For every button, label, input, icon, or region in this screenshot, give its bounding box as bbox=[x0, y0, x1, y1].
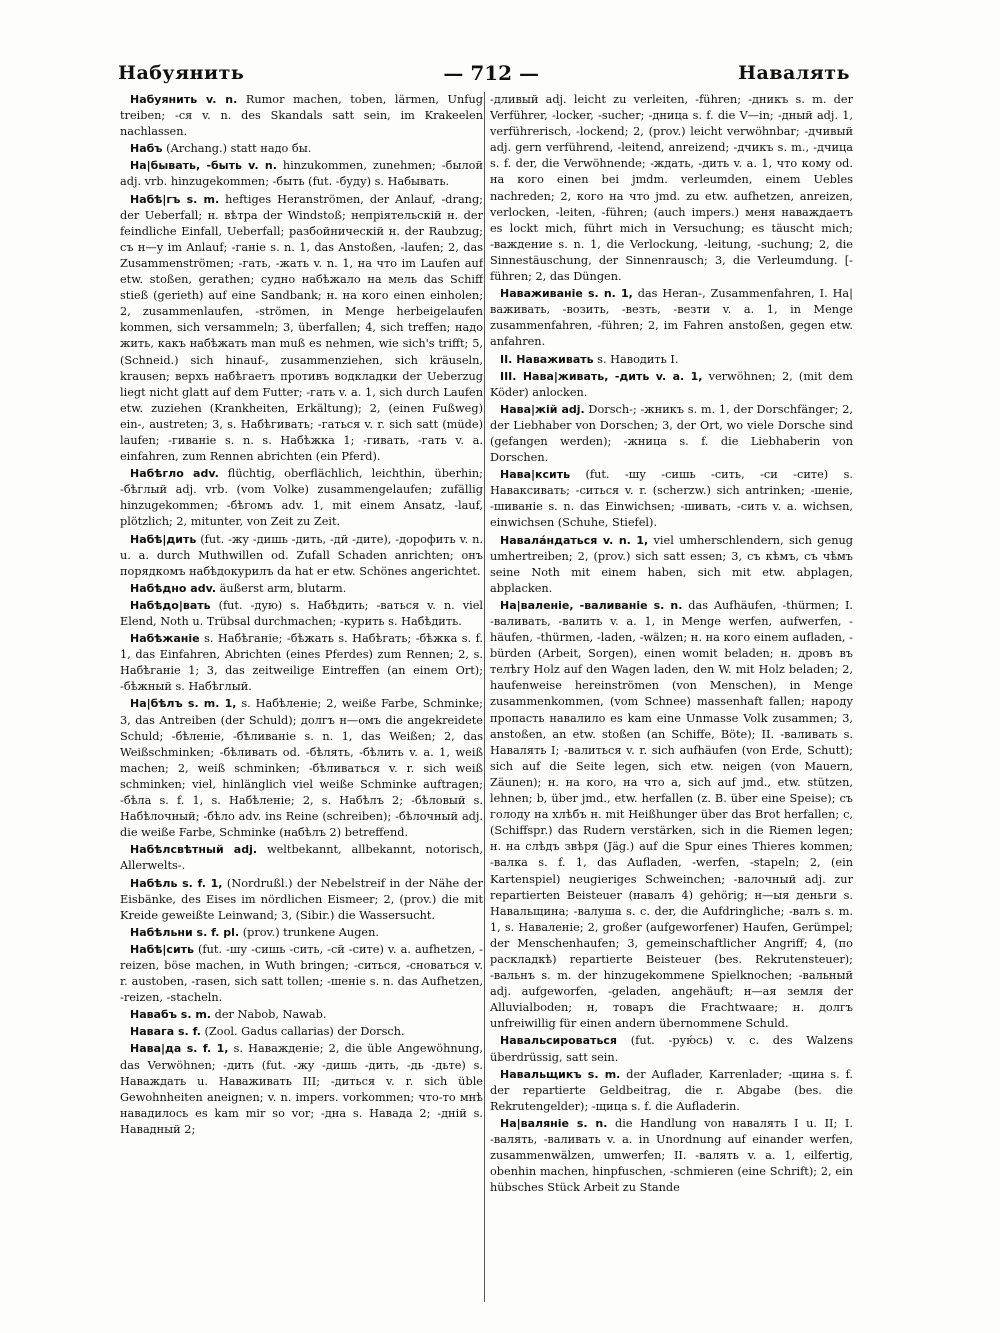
entry-headword: Набъ bbox=[130, 142, 163, 156]
entry-headword: Навага s. f. bbox=[130, 1025, 201, 1039]
entry-definition: der Nabob, Nawab. bbox=[211, 1008, 327, 1022]
entry-headword: Набѣжаніе bbox=[130, 632, 200, 646]
entry-definition: (Nordrußl.) der Nebelstreif in der Nähe der Eisbänke, des Eises im nördlichen Eismeer; 2, (prov.) die mit Kreide geweißte Leinwand; 3, (Sibir.) die Wassersucht. bbox=[120, 876, 483, 922]
entry-headword: Навабъ s. m. bbox=[130, 1008, 211, 1022]
page-header bbox=[118, 60, 850, 86]
entry-headword: Набѣль s. f. 1, bbox=[130, 876, 223, 890]
entry-definition: flüchtig, oberflächlich, leichthin, überhin; -бѣглый adj. vrb. (vom Volke) zusammengelaufen; zufällig hinzugekommen; -бѣгомъ adv. 1, mit einem Ansatz, -lauf, plötzlich; 2, mitunter, von Zeit zu Zeit. bbox=[120, 467, 483, 529]
entry-headword: III. Нава|живать, -дить v. a. 1, bbox=[500, 369, 703, 383]
entry-headword: Нава|ксить bbox=[500, 468, 571, 482]
dictionary-entry bbox=[490, 1033, 853, 1065]
column-divider bbox=[484, 92, 485, 1302]
dictionary-entry bbox=[490, 92, 853, 285]
entry-headword: На|валеніе, -валиваніе s. n. bbox=[500, 598, 683, 612]
page-number: — 712 — bbox=[443, 61, 540, 85]
header-left-catchword: Набуянить bbox=[118, 62, 245, 84]
entry-definition: weltbekannt, allbekannt, notorisch, Allerwelts-. bbox=[120, 843, 483, 873]
entry-definition: viel umherschlendern, sich genug umhertreiben; 2, (prov.) sich satt essen; 3, съ кѣмъ, съ чѣмъ seine Noth mit einem haben, sich mit etw. abplagen, abplacken. bbox=[490, 533, 853, 595]
entry-definition: äußerst arm, blutarm. bbox=[216, 581, 347, 595]
dictionary-entry bbox=[490, 598, 853, 1033]
dictionary-entry bbox=[120, 942, 483, 1006]
entry-definition: s. Набѣганіе; -бѣжать s. Набѣгать; -бѣжка s. f. 1, das Einfahren, Abrichten (eines Pferdes) zum Rennen; 2, s. Набѣганіе 1; 3, das zeitweilige Eintreffen (an einem Ort); -бѣжный s. Набѣглый. bbox=[120, 632, 483, 694]
entry-definition: s. Набѣленіе; 2, weiße Farbe, Schminke; 3, das Antreiben (der Schuld); долгъ н—омъ die angekreidete Schuld; -бѣленіе, -бѣливаніе s. n. 1, das Weißen; 2, das Weißschminken; -бѣливать od. -бѣлять, -бѣлить v. a. 1, weiß machen; 2, weiß schminken; -бѣливаться v. r. sich weiß schminken; viel, hinlänglich viel weiße Schminke auftragen; -бѣла s. f. 1, s. Набѣленіе; 2, s. Набѣлъ 2; -бѣловый s. Набѣлочный; -бѣло adv. ins Reine (schreiben); -бѣлочный adj. die weiße Farbe, Schminke (набѣлъ 2) betreffend. bbox=[120, 697, 483, 840]
entry-definition: (fut. -рую́сь) v. c. des Walzens überdrüssig, satt sein. bbox=[490, 1034, 853, 1064]
dictionary-entry bbox=[490, 1067, 853, 1115]
dictionary-entry bbox=[120, 1007, 483, 1023]
dictionary-entry bbox=[120, 141, 483, 157]
dictionary-entry bbox=[490, 352, 853, 368]
entry-definition: (Archang.) statt надо бы. bbox=[162, 142, 312, 156]
entry-headword: Нава|да s. f. 1, bbox=[130, 1042, 229, 1056]
entry-headword: II. Наваживать bbox=[500, 352, 594, 366]
entry-headword: Набѣлсвѣтный adj. bbox=[130, 843, 258, 857]
dictionary-entry bbox=[120, 1024, 483, 1040]
entry-headword: Навальщикъ s. m. bbox=[500, 1067, 621, 1081]
entry-headword: Набѣ|дить bbox=[130, 532, 197, 546]
entry-headword: Навальсироваться bbox=[500, 1034, 617, 1048]
dictionary-entry bbox=[120, 842, 483, 874]
dictionary-entry bbox=[490, 467, 853, 531]
dictionary-entry bbox=[490, 533, 853, 597]
entry-definition: (fut. -жу -дишь -дить, -дй -дите), -дорофить v. n. u. a. durch Muthwillen od. Zufall Schaden anrichten; онъ порядкомъ набѣдокурилъ da hat er etw. Schönes angerichtet. bbox=[120, 532, 483, 578]
dictionary-entry bbox=[490, 402, 853, 466]
entry-definition: (Zool. Gadus callarias) der Dorsch. bbox=[200, 1025, 405, 1039]
dictionary-entry bbox=[490, 369, 853, 401]
entry-definition: heftiges Heranströmen, der Anlauf, -drang; der Ueberfall; н. вѣтра der Windstoß; непріятельскій н. der feindliche Einfall, Ueberfall; разбойническій н. der Raubzug; съ н—у im Anlauf; -ганіе s. n. 1, das Anstoßen, -laufen; 2, das Zusammenströmen; -гать, -жать v. n. 1, на что im Laufen auf etw. stoßen, gerathen; судно набѣжало на мель das Schiff stieß (gerieth) auf eine Sandbank; н. на кого einen einholen; 2, zusammenlaufen, -strömen, in Menge herbeigelaufen kommen, sich versammeln; 3, überfallen; 4, sich treffen; надо жить, какъ набѣжать man muß es nehmen, wie sich's trifft; 5, (Schneid.) sich hinauf-, zusammenziehen, sich kräuseln, krausen; верхъ набѣгаетъ противъ водкладки der Ueberzug liegt nicht glatt auf dem Futter; -гать v. a. 1, sich durch Laufen etw. zuziehen (Krankheiten, Erkältung); 2, (einen Fußweg) ein-, austreten; 3, s. Набѣгивать; -гаться v. r. sich satt (müde) laufen; -гиваніе s. n. s. Набѣжка 1; -гивать, -гать v. a. einfahren, zum Rennen abrichten (ein Pferd). bbox=[120, 192, 483, 464]
entry-headword: Набѣльни s. f. pl. bbox=[130, 925, 240, 939]
entry-headword: Набѣ|гъ s. m. bbox=[130, 192, 220, 206]
dictionary-entry bbox=[120, 696, 483, 841]
dictionary-entry bbox=[120, 466, 483, 530]
entry-headword: Наваживаніе s. n. 1, bbox=[500, 287, 633, 301]
entry-definition: s. Наводить I. bbox=[593, 352, 679, 366]
left-column bbox=[120, 92, 483, 1307]
dictionary-entry bbox=[120, 1041, 483, 1138]
entry-definition: verwöhnen; 2, (mit dem Köder) anlocken. bbox=[490, 369, 853, 399]
entry-definition: (fut. -шу -сишь -сить, -си -сите) s. Наваксивать; -ситься v. r. (scherzw.) sich antrinken; -шеніе, -шиваніе s. n. das Einwichsen; -шивать, -сить v. a. wichsen, einwichsen (Schuhe, Stiefel). bbox=[490, 468, 853, 530]
dictionary-entry bbox=[120, 581, 483, 597]
entry-headword: Нава|жій adj. bbox=[500, 402, 585, 416]
entry-headword: На|бѣлъ s. m. 1, bbox=[130, 697, 237, 711]
entry-headword: На|валяніе s. n. bbox=[500, 1116, 608, 1130]
entry-definition: (fut. -шу -сишь -сить, -сй -сите) v. a. aufhetzen, -reizen, böse machen, in Wuth bringen; -ситься, -сноваться v. r. austoben, -rasen, sich satt tollen; -шеніе s. n. das Aufhetzen, -reizen, -stacheln. bbox=[120, 942, 483, 1005]
entry-headword: Набѣ|сить bbox=[130, 942, 194, 956]
dictionary-entry bbox=[120, 631, 483, 695]
entry-headword: Набѣдо|вать bbox=[130, 598, 211, 612]
dictionary-entry bbox=[490, 286, 853, 350]
entry-definition: das Heran-, Zusammenfahren, I. На|важивать, -возить, -везть, -везти v. a. 1, in Menge zusammenfahren, -führen; 2, im Fahren anstoßen, gegen etw. anfahren. bbox=[490, 287, 853, 349]
dictionary-entry bbox=[490, 1116, 853, 1196]
entry-definition: der Auflader, Karrenlader; -щина s. f. der repartierte Geldbeitrag, die r. Abgabe (bes. die Rekrutengelder); -щица s. f. die Aufladerin. bbox=[490, 1067, 853, 1113]
dictionary-entry bbox=[120, 925, 483, 941]
entry-headword: На|бывать, -быть v. n. bbox=[130, 159, 277, 173]
entry-definition: die Handlung von навалять I u. II; I. -валять, -валивать v. a. in Unordnung auf einander werfen, zusammenwälzen, umwerfen; II. -валять v. a. 1, eilfertig, obenhin machen, hinpfuschen, -schmieren (eine Schrift); 2, ein hübsches Stück Arbeit zu Stande bbox=[490, 1116, 853, 1195]
entry-definition: (prov.) trunkene Augen. bbox=[239, 925, 379, 939]
entry-headword: Навалáндаться v. n. 1, bbox=[500, 533, 649, 547]
entry-definition: (fut. -дую) s. Набѣдить; -ваться v. n. viel Elend, Noth u. Trübsal durchmachen; -курить s. Набѣдить. bbox=[120, 598, 483, 628]
entry-headword: Набѣгло adv. bbox=[130, 467, 219, 481]
dictionary-entry bbox=[120, 192, 483, 466]
entry-definition: das Aufhäufen, -thürmen; I. -валивать, -валить v. a. 1, in Menge werfen, aufwerfen, -häufen, -thürmen, -laden, -wälzen; н. на кого einem aufladen, -bürden (Arbeit, Sorgen), einen womit beladen; н. дровъ въ телѣгу Holz auf den Wagen laden, den W. mit Holz beladen; 2, haufenweise hereinströmen (von Menschen), in Menge zusammenkommen, (vom Schnee) massenhaft fallen; народу пропасть навалило es kam eine Unmasse Volk zusammen; 3, anstoßen, an etw. stoßen (an Schiffe, Böte); II. -валивать s. Навалять I; -валиться v. r. sich aufhäufen (von Erde, Schutt); sich auf die Seite legen, sich etw. neigen (von Mauern, Zäunen); н. на кого, на что a, sich auf jmd., etw. stützen, lehnen; b, über jmd., etw. herfallen (z. B. über eine Speise); съ голоду на хлѣбъ н. mit Heißhunger über das Brot herfallen; c, (Schiffspr.) das Rudern verstärken, sich in die Riemen legen; н. на слѣдъ звѣря (Jäg.) auf die Spur eines Thieres kommen; -валка s. f. 1, das Aufladen, -werfen, -stapeln; 2, (ein Kartenspiel) neugieriges Schweinchen; -валочный adj. zur repartierten Beisteuer (навалъ 4) gehörig; н—ыя деньги s. Навальщина; -валуша s. c. der, die Aufdringliche; -валъ s. m. 1, s. Наваленіе; 2, großer (aufgeworfener) Haufen, Gerümpel; der Menschenhaufen; 3, gemeinschaftlicher Angriff; 4, (по раскладкѣ) repartierte Beisteuer (bes. Rekrutensteuer); -вальнъ s. m. der hinzugekommene Spielknochen; -вальный adj. aufgeworfen, -geladen, angehäuft; н—ая земля der Alluvialboden; н, товаръ die Frachtwaare; н. долгъ unfreiwillig für einen andern übernommene Schuld. bbox=[490, 598, 853, 1031]
dictionary-entry bbox=[120, 876, 483, 924]
dictionary-entry bbox=[120, 532, 483, 580]
entry-definition: -дливый adj. leicht zu verleiten, -führen; -дникъ s. m. der Verführer, -locker, -sucher; -дница s. f. die V—in; -дный adj. 1, verführerisch, -lockend; 2, (prov.) leicht verwöhnbar; -дчивый adj. gern verführend, -leitend, anreizend; -дчикъ s. m., -дчица s. f. der, die Verwöhnende; -ждать, -дить v. a. 1, что кому od. на кого einen bei jmdm. verleumden, einem Uebles nachreden; 2, кого на что jmd. zu etw. aufhetzen, anreizen, verlocken, -leiten, -führen; (auch impers.) меня наваждаетъ es lockt mich, führt mich in Versuchung; es täuscht mich; -важдение s. n. 1, die Verlockung, -leitung, -suchung; 2, die Sinnestäuschung, der Sinnenrausch; 3, die Verleumdung. [-führen; 2, das Düngen. bbox=[490, 93, 853, 284]
header-right-catchword: Навалять bbox=[738, 62, 850, 84]
entry-definition: s. Наважденіе; 2, die üble Angewöhnung, das Verwöhnen; -дить (fut. -жу -дишь -дить, -дь -дьте) s. Наваждать u. Наваживать III; -диться v. r. sich üble Gewohnheiten aneignen; v. n. impers. vorkommen; что-то мнѣ навадилось es kam mir so vor; -дна s. Навада 2; -дній s. Навадный 2; bbox=[120, 1042, 483, 1136]
dictionary-entry bbox=[120, 598, 483, 630]
right-column bbox=[490, 92, 853, 1307]
dictionary-entry bbox=[120, 92, 483, 140]
dictionary-entry bbox=[120, 158, 483, 190]
entry-headword: Набѣдно adv. bbox=[130, 581, 217, 595]
entry-headword: Набуянить v. n. bbox=[130, 93, 238, 106]
entry-definition: hinzukommen, zunehmen; -былой adj. vrb. hinzugekommen; -быть (fut. -буду) s. Набывать. bbox=[120, 159, 483, 189]
entry-definition: Dorsch-; -жникъ s. m. 1, der Dorschfänger; 2, der Liebhaber von Dorschen; 3, der Ort, wo viele Dorsche sind (gefangen werden); -жница s. f. die Liebhaberin von Dorschen. bbox=[490, 402, 853, 465]
entry-definition: Rumor machen, toben, lärmen, Unfug treiben; -ся v. n. des Skandals satt sein, im Krakeelen nachlassen. bbox=[120, 93, 483, 139]
